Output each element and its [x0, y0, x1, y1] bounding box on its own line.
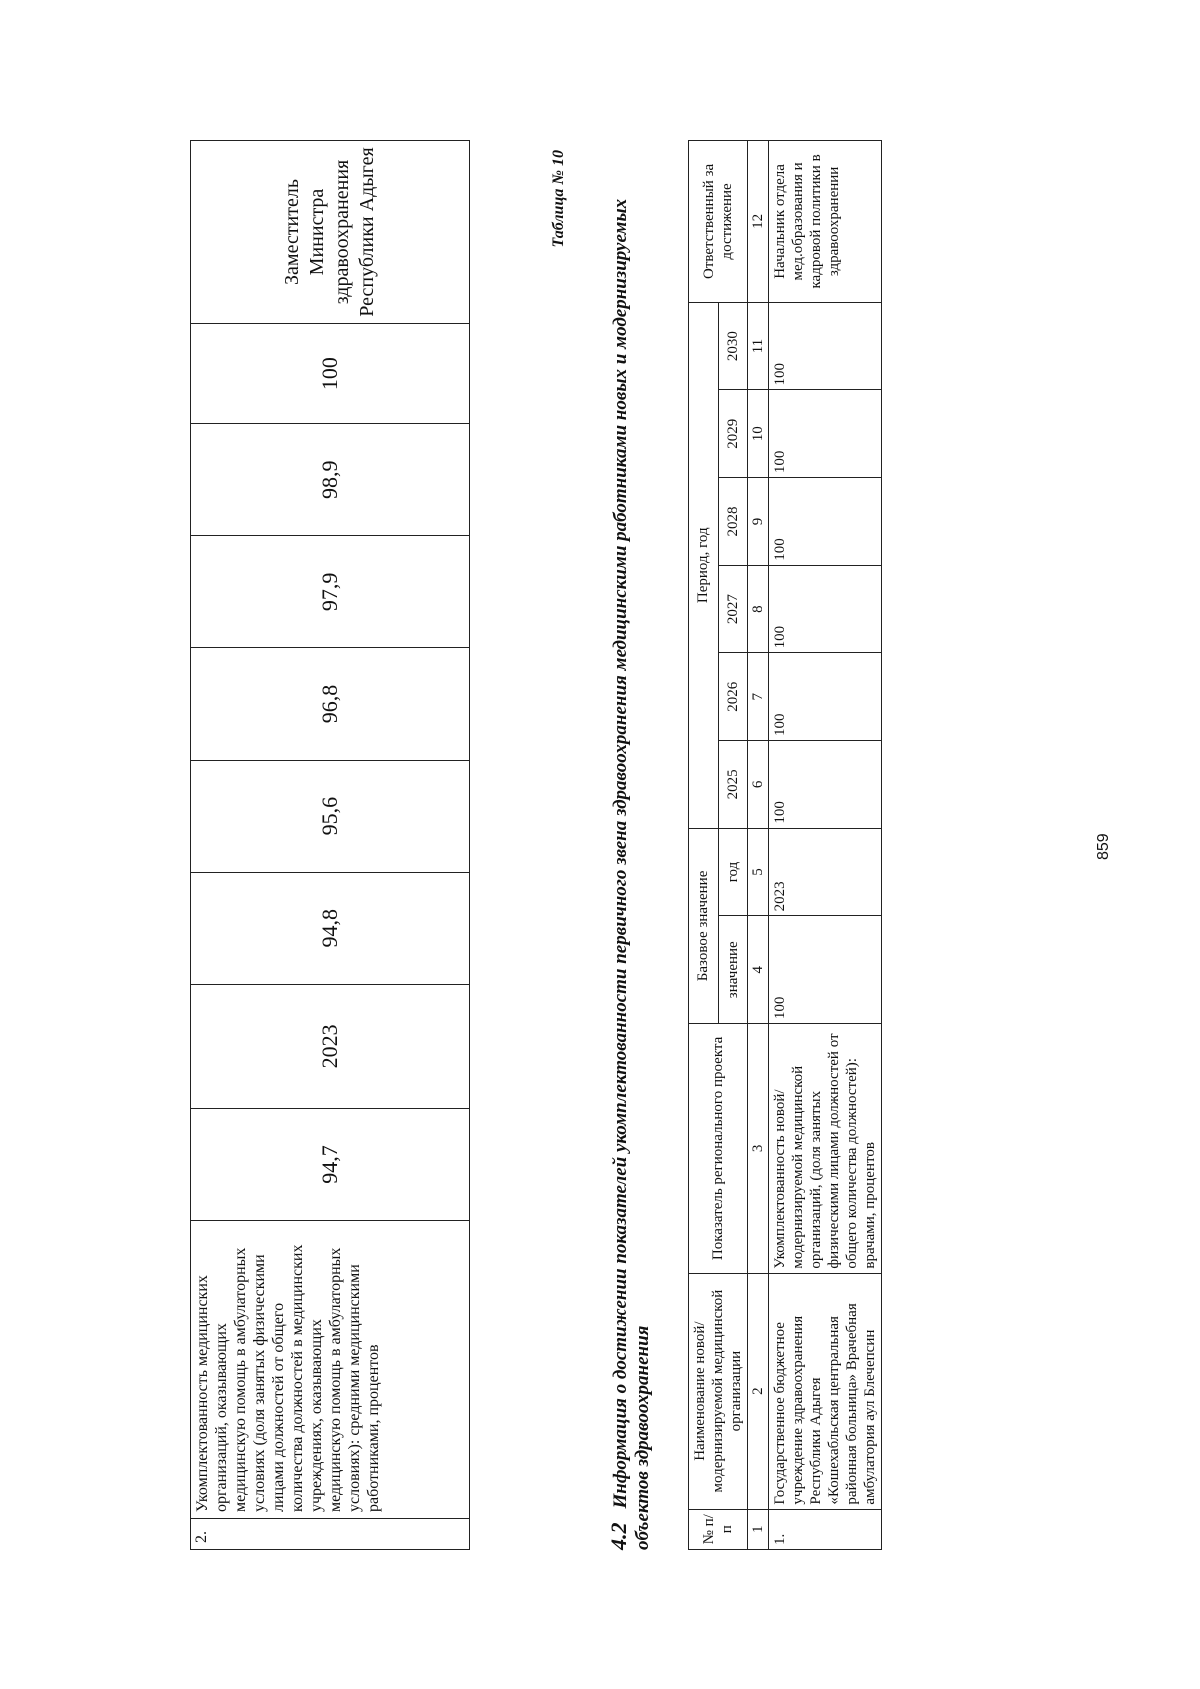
header-base: Базовое значение	[689, 828, 719, 1024]
index-cell: 2	[748, 1273, 769, 1509]
page-number: 859	[1095, 833, 1112, 860]
table-label: Таблица № 10	[550, 150, 567, 248]
header-year-2025: 2025	[718, 741, 748, 829]
row-number: 2.	[191, 1519, 470, 1550]
index-cell: 10	[748, 390, 769, 478]
indicator-cell: Укомплектованность новой/модернизируемой медицинской организаций, (доля занятых физическими лицами должностей от общего количества должностей): врачами, процентов	[769, 1024, 882, 1273]
base-value-cell: 100	[769, 916, 882, 1024]
value-cell-2027: 96,8	[191, 648, 470, 760]
header-year-2028: 2028	[718, 478, 748, 566]
header-num: № п/п	[689, 1509, 748, 1549]
base-year-cell: 2023	[191, 984, 470, 1108]
table-row	[769, 141, 882, 1550]
rotated-page	[190, 130, 1112, 1550]
responsible-cell: Заместитель Министра здравоохранения Республики Адыгея	[191, 141, 470, 324]
responsible-cell: Начальник отдела мед.образования и кадровой политики в здравоохранении	[769, 141, 882, 303]
header-base-value: значение	[718, 916, 748, 1024]
header-year-2027: 2027	[718, 565, 748, 653]
value-cell-2028: 97,9	[191, 536, 470, 648]
org-name-cell: Государственное бюджетное учреждение здравоохранения Республики Адыгея «Кошехабльская центральная районная больница» Врачебная амбулатория аул Блечепсин	[769, 1273, 882, 1509]
index-cell: 9	[748, 478, 769, 566]
value-cell-2028: 100	[769, 478, 882, 566]
base-value-cell: 94,7	[191, 1108, 470, 1220]
value-cell-2025: 94,8	[191, 872, 470, 984]
index-cell: 4	[748, 916, 769, 1024]
value-cell-2029: 100	[769, 390, 882, 478]
value-cell-2030: 100	[191, 324, 470, 424]
header-indicator: Показатель регионального проекта	[689, 1024, 748, 1273]
header-org-name: Наименование новой/модернизируемой медицинской организации	[689, 1273, 748, 1509]
section-heading	[608, 140, 654, 1550]
index-cell: 11	[748, 302, 769, 390]
indicator-cell: Укомплектованность медицинских организаций, оказывающих медицинскую помощь в амбулаторных условиях (доля занятых физическими лицами должностей от общего количества должностей в медицинских учреждениях, оказывающих медицинскую помощь в амбулаторных условиях): средними медицинскими работниками, процентов	[191, 1221, 470, 1519]
header-base-year: год	[718, 828, 748, 916]
header-year-2030: 2030	[718, 302, 748, 390]
index-cell: 1	[748, 1509, 769, 1549]
value-cell-2025: 100	[769, 741, 882, 829]
value-cell-2029: 98,9	[191, 424, 470, 536]
section-title: Информация о достижении показателей укомплектованности первичного звена здравоохранения медицинскими работниками новых и модернизируемых объектов здравоохранения	[610, 198, 653, 1550]
continued-table	[190, 140, 470, 1550]
index-cell: 3	[748, 1024, 769, 1273]
index-cell: 5	[748, 828, 769, 916]
index-cell: 6	[748, 741, 769, 829]
header-year-2029: 2029	[718, 390, 748, 478]
table-10	[688, 140, 882, 1550]
table-row	[191, 141, 470, 1550]
header-period: Период, год	[689, 302, 719, 828]
value-cell-2027: 100	[769, 565, 882, 653]
base-year-cell: 2023	[769, 828, 882, 916]
index-row	[748, 141, 769, 1550]
row-number: 1.	[769, 1509, 882, 1549]
section-number: 4.2	[606, 1522, 631, 1550]
header-responsible: Ответственный за достижение	[689, 141, 748, 303]
value-cell-2026: 95,6	[191, 760, 470, 872]
value-cell-2026: 100	[769, 653, 882, 741]
header-row	[689, 141, 719, 1550]
index-cell: 7	[748, 653, 769, 741]
index-cell: 8	[748, 565, 769, 653]
value-cell-2030: 100	[769, 302, 882, 390]
header-year-2026: 2026	[718, 653, 748, 741]
index-cell: 12	[748, 141, 769, 303]
